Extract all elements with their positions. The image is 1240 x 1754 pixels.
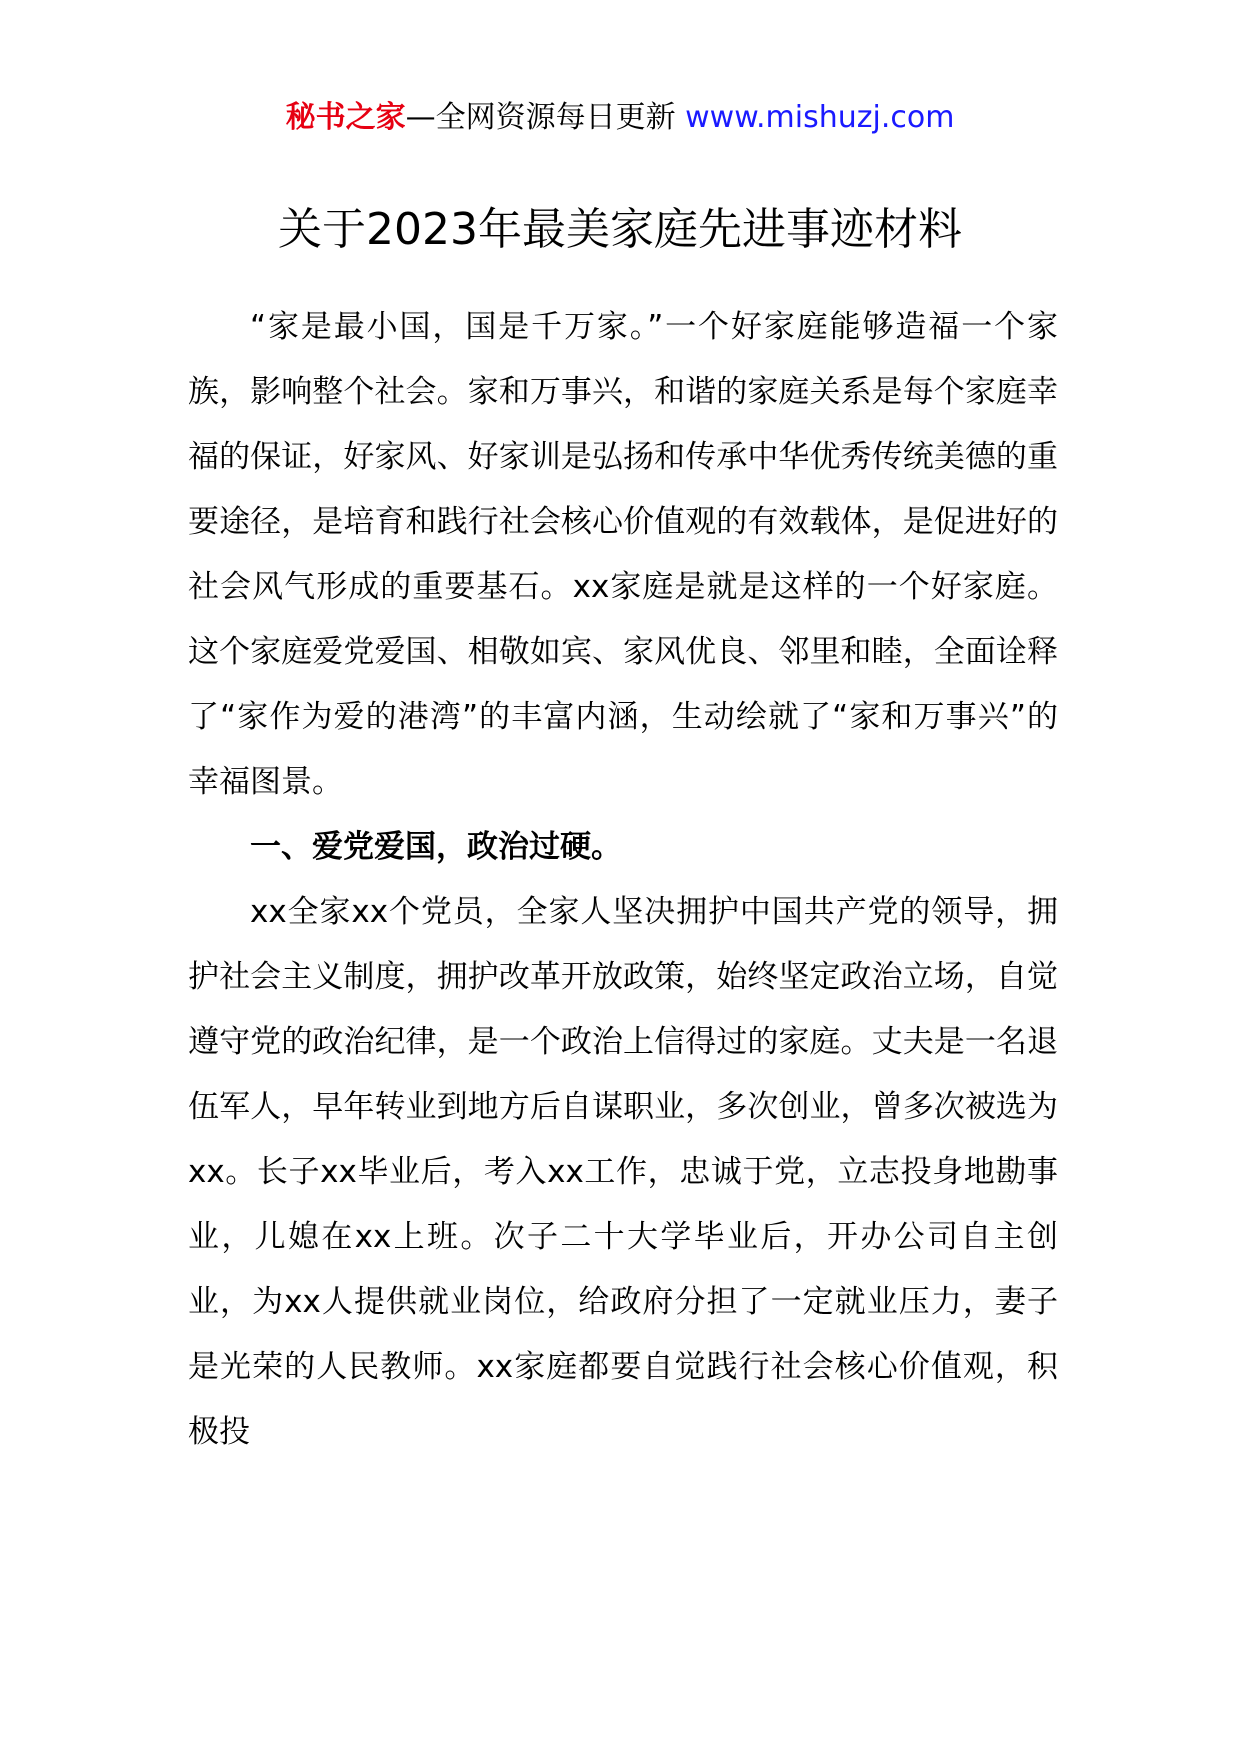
- site-slogan: —全网资源每日更新: [405, 100, 686, 135]
- document-body: [188, 295, 1058, 1465]
- intro-paragraph: “家是最小国，国是千万家。”一个好家庭能够造福一个家族，影响整个社会。家和万事兴，和谐的家庭关系是每个家庭幸福的保证，好家风、好家训是弘扬和传承中华优秀传统美德的重要途径，是培育和践行社会核心价值观的有效载体，是促进好的社会风气形成的重要基石。xx家庭是就是这样的一个好家庭。这个家庭爱党爱国、相敬如宾、家风优良、邻里和睦，全面诠释了“家作为爱的港湾”的丰富内涵，生动绘就了“家和万事兴”的幸福图景。: [188, 309, 1058, 800]
- section-heading: 一、爱党爱国，政治过硬。: [250, 829, 622, 865]
- body-paragraph: xx全家xx个党员，全家人坚决拥护中国共产党的领导，拥护社会主义制度，拥护改革开放政策，始终坚定政治立场，自觉遵守党的政治纪律，是一个政治上信得过的家庭。丈夫是一名退伍军人，早年转业到地方后自谋职业，多次创业，曾多次被选为xx。长子xx毕业后，考入xx工作，忠诚于党，立志投身地勘事业，儿媳在xx上班。次子二十大学毕业后，开办公司自主创业，为xx人提供就业岗位，给政府分担了一定就业压力，妻子是光荣的人民教师。xx家庭都要自觉践行社会核心价值观，积极投: [188, 894, 1058, 1450]
- watermark-header: [0, 98, 1240, 138]
- document-title: 关于2023年最美家庭先进事迹材料: [278, 204, 962, 255]
- site-brand: 秘书之家: [285, 100, 406, 135]
- site-url-link[interactable]: www.mishuzj.com: [685, 100, 955, 135]
